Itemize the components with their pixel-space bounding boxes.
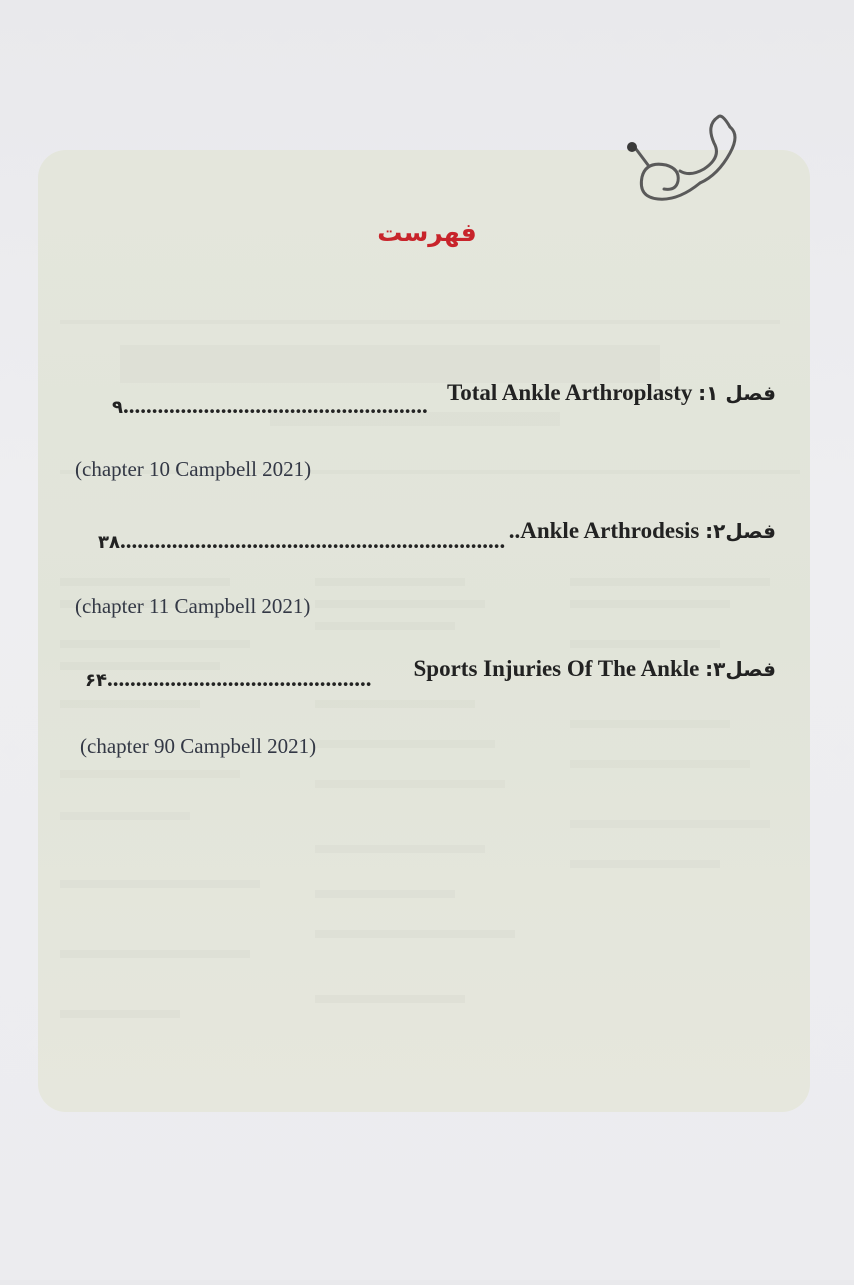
toc-entry[interactable] xyxy=(414,656,776,682)
chapter-label: فصل ۱: xyxy=(698,381,776,405)
chapter-source: (chapter 11 Campbell 2021) xyxy=(75,594,311,618)
leader-dots: ................................................................... xyxy=(119,528,506,553)
toc-entry[interactable] xyxy=(447,380,776,406)
toc-leader xyxy=(112,393,428,419)
chapter-label: فصل۳: xyxy=(705,657,776,681)
toc-leader xyxy=(98,528,505,554)
page-number: ۶۴ xyxy=(85,670,107,691)
page-number: ۹ xyxy=(112,397,123,418)
page-number: ۳۸ xyxy=(98,532,120,553)
toc-leader xyxy=(85,666,371,692)
leader-dots: ..................................................... xyxy=(123,393,428,418)
chapter-name: Ankle Arthrodesis.. xyxy=(508,518,700,543)
toc-entry[interactable] xyxy=(509,518,776,544)
stethoscope-icon xyxy=(618,105,748,210)
chapter-name: Total Ankle Arthroplasty xyxy=(447,380,693,405)
chapter-source: (chapter 90 Campbell 2021) xyxy=(80,734,317,758)
chapter-label: فصل۲: xyxy=(705,519,776,543)
chapter-name: Sports Injuries Of The Ankle xyxy=(413,656,700,681)
toc-title: فهرست xyxy=(377,218,477,247)
chapter-source: (chapter 10 Campbell 2021) xyxy=(75,457,312,481)
leader-dots: .............................................. xyxy=(106,666,372,691)
